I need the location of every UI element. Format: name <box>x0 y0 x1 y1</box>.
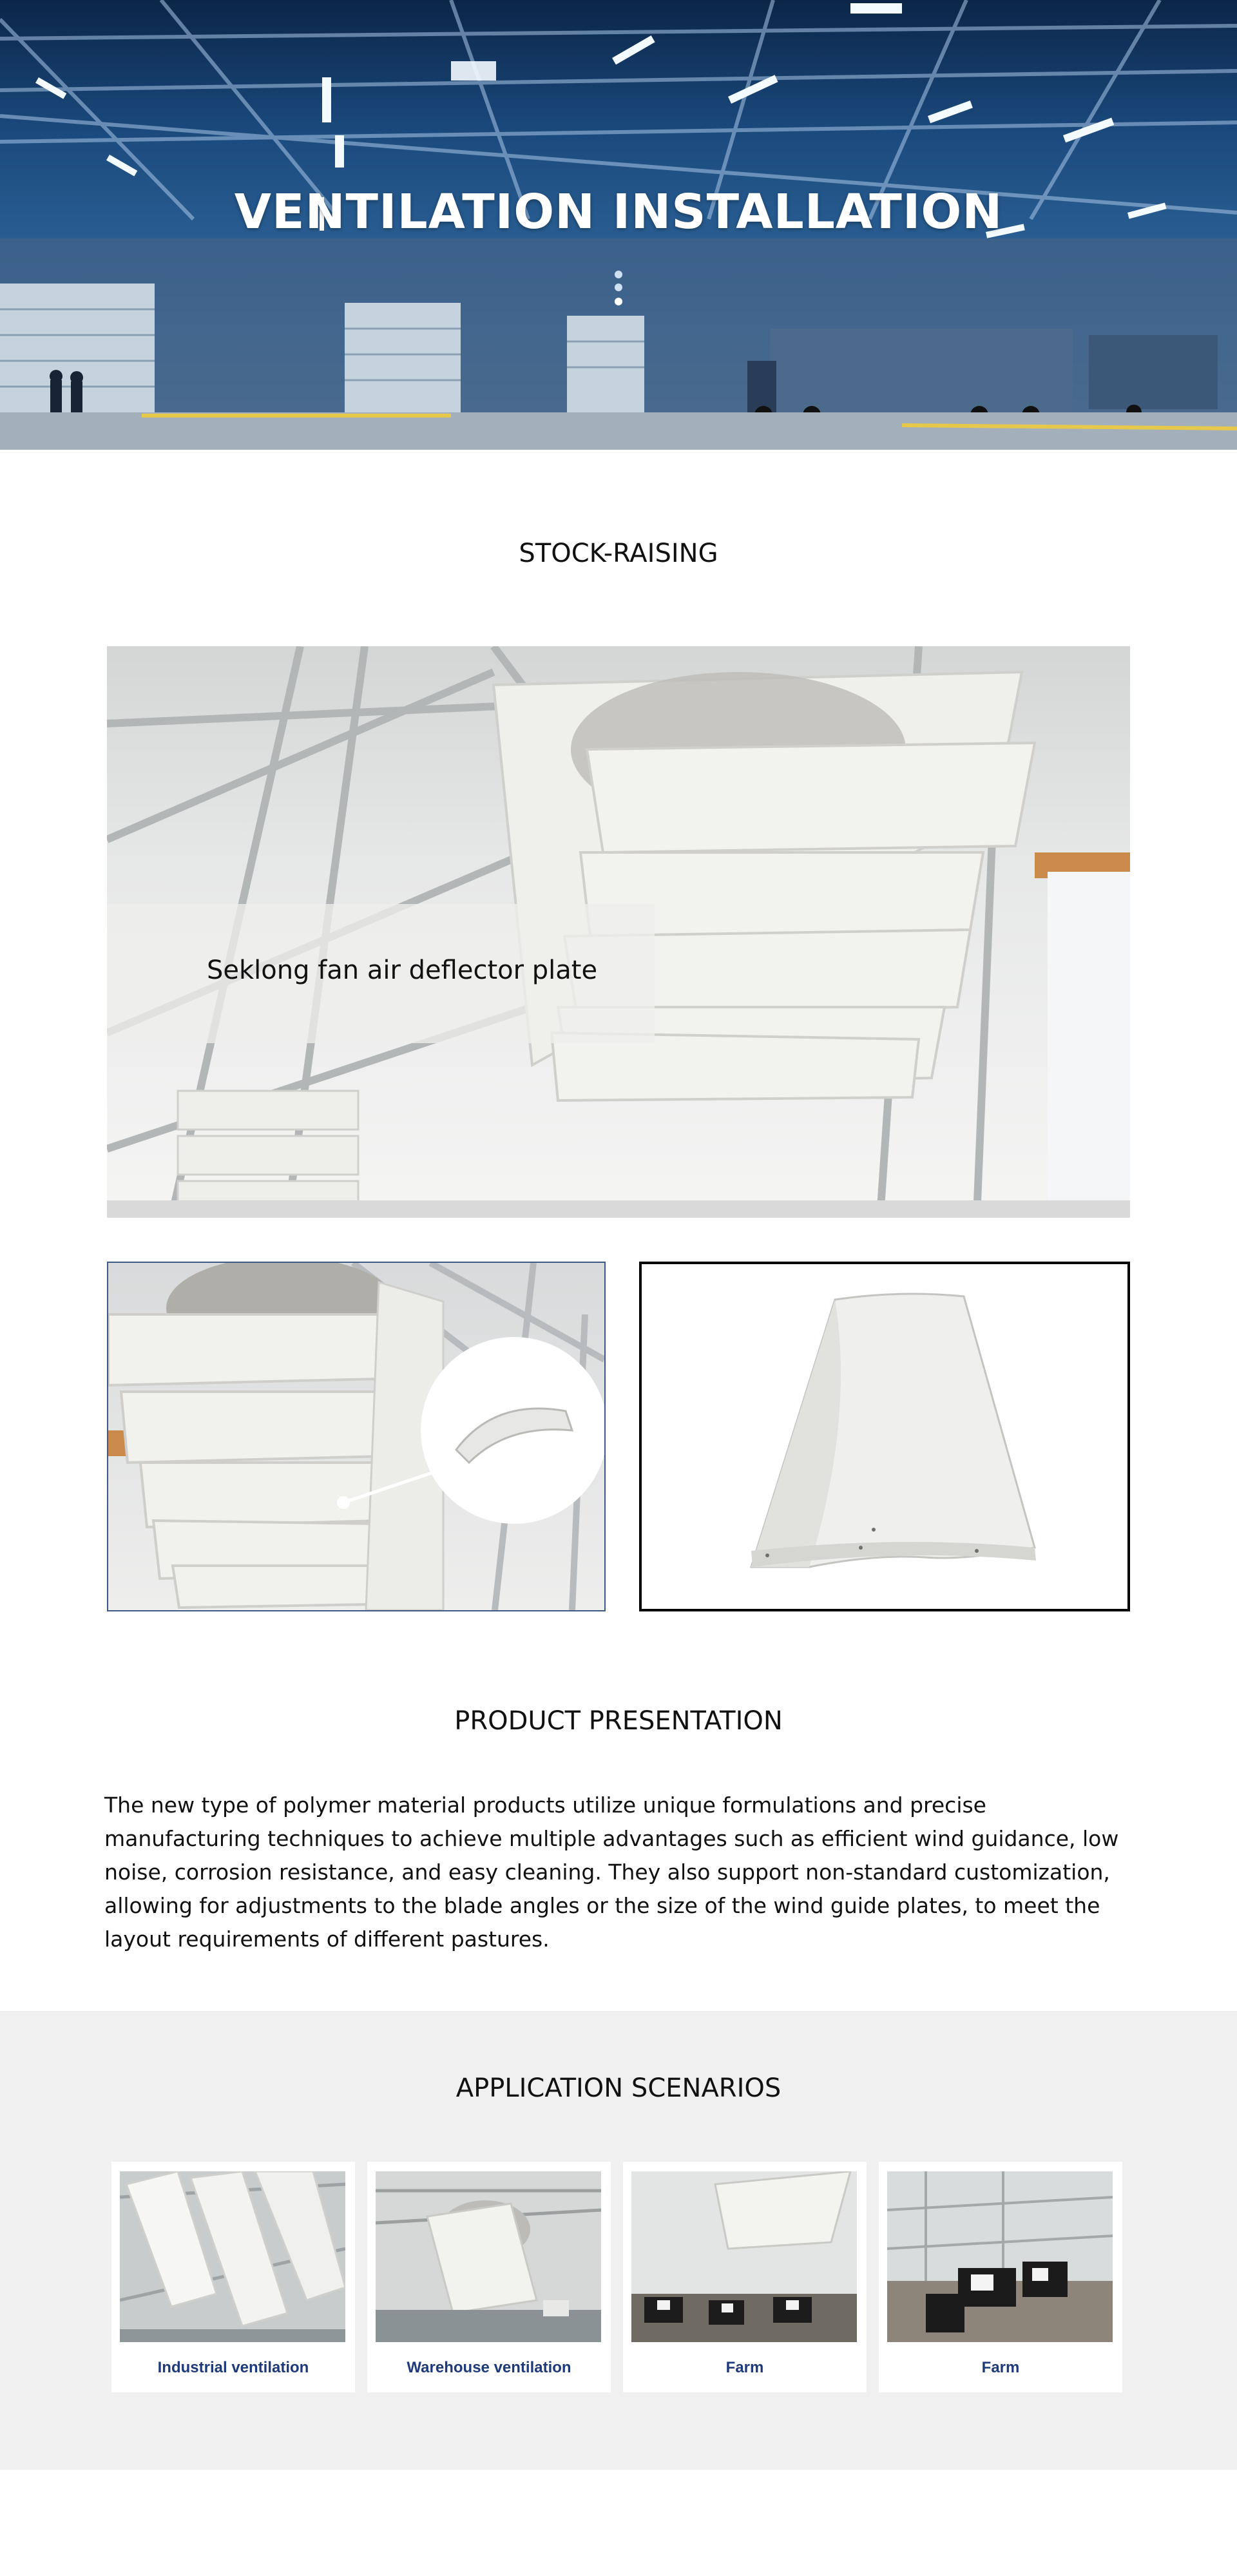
deflector-plate-photo <box>107 646 1130 1218</box>
product-presentation-heading: PRODUCT PRESENTATION <box>454 1706 783 1736</box>
scenario-image <box>887 2171 1113 2342</box>
application-scenarios-heading: APPLICATION SCENARIOS <box>455 2073 782 2103</box>
warehouse-image <box>376 2171 601 2342</box>
scenario-label: Industrial ventilation <box>157 2359 309 2376</box>
hero-title: VENTILATION INSTALLATION <box>234 184 1003 240</box>
scenario-card-farm-2[interactable] <box>879 2162 1122 2392</box>
scenario-image <box>120 2171 345 2342</box>
scenario-label: Farm <box>725 2359 764 2376</box>
scenario-card-farm-1[interactable] <box>623 2162 867 2392</box>
louver-closeup-image <box>108 1263 604 1610</box>
caption-text: Seklong fan air deflector plate <box>207 956 598 985</box>
product-description: The new type of polymer material products utilize unique formulations and precise manufacturing techniques to achieve multiple advantages such as efficient wind guidance, low noise, corrosion resistance, and easy cleaning. They also support non-standard customization, allowing for adjustments to the blade angles or the size of the wind guide plates, to meet the layout requirements of different pastures. <box>104 1793 1119 1952</box>
slider-dot-active[interactable] <box>615 298 622 305</box>
slider-dot[interactable] <box>615 284 622 291</box>
farm-cows-image <box>887 2171 1113 2342</box>
scenario-label: Warehouse ventilation <box>407 2359 571 2376</box>
stock-raising-heading: STOCK-RAISING <box>519 539 718 568</box>
deflector-product-photo <box>639 1262 1130 1611</box>
farm-image <box>631 2171 857 2342</box>
industrial-image <box>120 2171 345 2342</box>
scenario-card-industrial[interactable] <box>111 2162 355 2392</box>
louver-detail-photo <box>107 1262 606 1611</box>
slider-dot[interactable] <box>615 271 622 278</box>
scenario-label: Farm <box>981 2359 1020 2376</box>
scenario-image <box>631 2171 857 2342</box>
scenario-image <box>376 2171 601 2342</box>
scenario-card-warehouse[interactable] <box>367 2162 611 2392</box>
hero-banner <box>0 0 1237 450</box>
deflector-plate-image <box>642 1264 1127 1609</box>
